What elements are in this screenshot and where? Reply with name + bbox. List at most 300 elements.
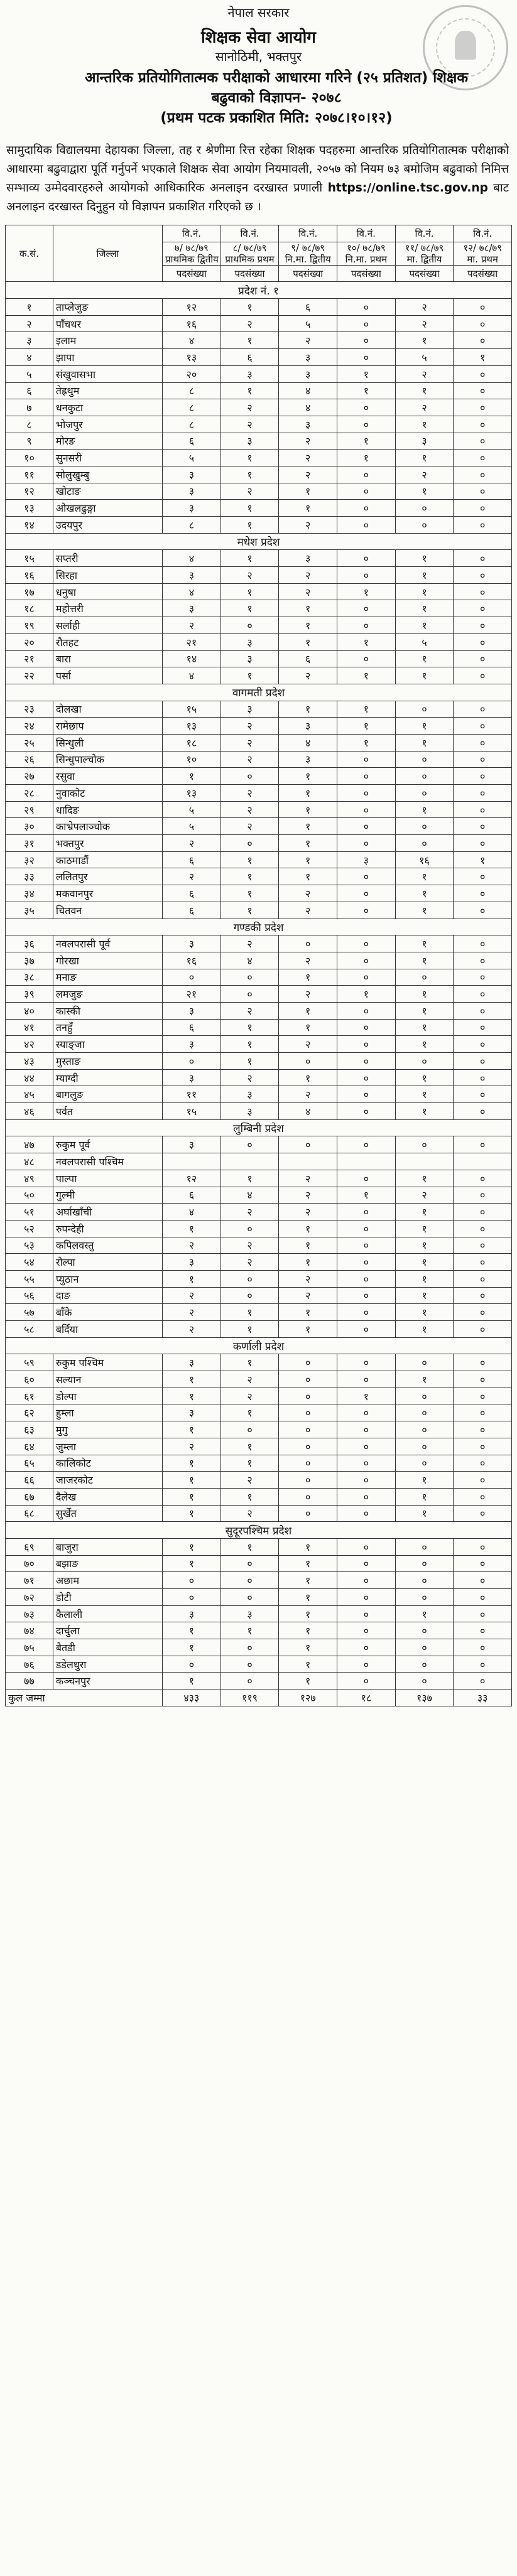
table-row [6, 1354, 512, 1371]
district-cell: पर्सा [53, 667, 162, 684]
vacancy-cell: ० [220, 1656, 279, 1673]
serial-cell: ५० [6, 1187, 53, 1204]
table-row [6, 1505, 512, 1522]
vacancy-cell: ० [337, 818, 396, 835]
vacancy-cell: ० [454, 1572, 512, 1589]
level-name: प्राथमिक प्रथम [225, 253, 275, 265]
district-cell: बारा [53, 650, 162, 667]
vacancy-cell: १ [337, 365, 396, 382]
district-cell: बाजुरा [53, 1538, 162, 1555]
serial-cell: ७७ [6, 1673, 53, 1689]
vacancy-cell: ० [454, 902, 512, 919]
district-cell: कालिकोट [53, 1455, 162, 1472]
district-cell: तेह्रथुम [53, 382, 162, 399]
vacancy-cell: ३ [279, 751, 337, 768]
district-cell: सिन्धुपाल्चोक [53, 751, 162, 768]
vacancy-cell: ० [454, 1421, 512, 1438]
vacancy-cell: ० [395, 1136, 454, 1153]
table-row [6, 567, 512, 584]
vacancy-cell: ० [279, 1505, 337, 1522]
district-cell: पर्वत [53, 1103, 162, 1120]
vacancy-cell: ३ [163, 1136, 221, 1153]
vacancy-cell: ० [454, 1170, 512, 1187]
vacancy-cell: १ [279, 835, 337, 852]
district-cell: बर्दिया [53, 1321, 162, 1338]
serial-cell: ६९ [6, 1538, 53, 1555]
vacancy-cell: २ [220, 1505, 279, 1522]
vacancy-cell: ० [337, 1036, 396, 1053]
vacancy-cell: १० [163, 751, 221, 768]
vacancy-cell: ३ [220, 650, 279, 667]
vacancy-cell: २ [279, 667, 337, 684]
vacancy-cell: ० [454, 1254, 512, 1271]
district-cell: संखुवासभा [53, 365, 162, 382]
vacancy-cell: ० [454, 1555, 512, 1572]
province-row [6, 684, 512, 701]
level-name: नि.मा. प्रथम [345, 253, 388, 265]
vacancy-cell: २ [220, 785, 279, 802]
serial-cell: ५९ [6, 1354, 53, 1371]
table-row [6, 701, 512, 718]
vacancy-cell: १ [220, 600, 279, 617]
level-name: नि.मा. द्वितीय [285, 253, 331, 265]
vacancy-cell: ० [220, 1555, 279, 1572]
vacancy-cell: १ [279, 969, 337, 986]
vacancy-cell: ३ [279, 349, 337, 366]
vacancy-cell: ६ [163, 433, 221, 450]
vacancy-cell: ० [454, 1287, 512, 1304]
vacancy-cell: २ [395, 466, 454, 483]
vacancy-cell: ३ [163, 1069, 221, 1086]
vacancy-cell: १ [395, 1472, 454, 1489]
vacancy-cell: २ [279, 1170, 337, 1187]
vacancy-cell: ६ [163, 885, 221, 902]
vacancy-cell: ० [454, 1237, 512, 1254]
vacancy-cell: १ [454, 349, 512, 366]
serial-cell: १३ [6, 500, 53, 517]
vacancy-cell: ० [337, 1354, 396, 1371]
vacancy-cell: ० [337, 868, 396, 885]
district-cell: प्युठान [53, 1270, 162, 1287]
adv-label: वि.नं. [454, 225, 512, 242]
district-cell: अछाम [53, 1572, 162, 1589]
vacancy-cell: २ [279, 885, 337, 902]
serial-cell: २९ [6, 801, 53, 818]
vacancy-cell: ० [395, 1555, 454, 1572]
table-row [6, 1187, 512, 1204]
serial-cell: १ [6, 299, 53, 316]
vacancy-cell: २ [279, 902, 337, 919]
table-row [6, 1656, 512, 1673]
vacancy-cell: ४ [163, 583, 221, 600]
vacancy-cell: ० [395, 1656, 454, 1673]
table-row [6, 650, 512, 667]
vacancy-cell: ० [454, 1472, 512, 1489]
vacancy-cell: २१ [163, 633, 221, 650]
vacancy-cell: ० [454, 1002, 512, 1019]
vacancy-cell: १ [220, 1321, 279, 1338]
serial-cell: ६५ [6, 1455, 53, 1472]
serial-cell: ४० [6, 1002, 53, 1019]
province-row [6, 1119, 512, 1136]
vacancy-cell: ३ [220, 1103, 279, 1120]
province-row [6, 1522, 512, 1539]
vacancy-cell: १ [220, 1036, 279, 1053]
vacancy-cell: ० [337, 751, 396, 768]
vacancy-cell: ० [337, 1287, 396, 1304]
vacancy-cell: ११ [163, 1086, 221, 1103]
vacancy-cell: २ [279, 1036, 337, 1053]
vacancy-cell: १ [220, 550, 279, 567]
vacancy-cell: ० [454, 885, 512, 902]
vacancy-cell: २ [279, 952, 337, 969]
vacancy-cell: १ [337, 1388, 396, 1404]
district-cell: काठमाडौं [53, 851, 162, 868]
vacancy-cell: २ [220, 751, 279, 768]
province-name: लुम्बिनी प्रदेश [6, 1119, 512, 1136]
serial-cell: ४ [6, 349, 53, 366]
vacancy-cell: ० [337, 1002, 396, 1019]
serial-cell: ३ [6, 332, 53, 349]
vacancy-cell: ० [337, 315, 396, 332]
table-row [6, 1589, 512, 1606]
vacancy-cell: ० [337, 517, 396, 534]
table-row [6, 500, 512, 517]
district-cell: रुकुम पश्चिम [53, 1354, 162, 1371]
vacancy-cell: १ [163, 1421, 221, 1438]
vacancy-cell: २ [279, 1204, 337, 1221]
vacancy-cell: ० [337, 1505, 396, 1522]
vacancy-cell: १ [395, 986, 454, 1003]
district-cell: गोरखा [53, 952, 162, 969]
vacancy-cell: ० [337, 1086, 396, 1103]
vacancy-cell: ० [337, 1455, 396, 1472]
vacancy-cell: ० [454, 1656, 512, 1673]
vacancy-cell: १ [220, 1019, 279, 1036]
serial-cell: १५ [6, 550, 53, 567]
vacancy-cell: ० [163, 969, 221, 986]
vacancy-cell: ० [220, 986, 279, 1003]
district-cell: ओखलढुङ्गा [53, 500, 162, 517]
serial-cell: ७६ [6, 1656, 53, 1673]
level-name: प्राथमिक द्वितीय [165, 253, 219, 265]
vacancy-cell: ० [395, 1673, 454, 1689]
vacancy-cell: ० [279, 1354, 337, 1371]
vacancy-cell: २ [163, 1304, 221, 1321]
vacancy-cell: ० [337, 416, 396, 433]
vacancy-cell: ० [337, 768, 396, 785]
district-cell: रोल्पा [53, 1254, 162, 1271]
vacancy-cell: ० [395, 1404, 454, 1421]
vacancy-cell: ० [454, 315, 512, 332]
vacancy-cell: ० [395, 1421, 454, 1438]
vacancy-cell: ० [279, 1438, 337, 1455]
table-row [6, 1153, 512, 1170]
table-row [6, 1254, 512, 1271]
vacancy-cell: ० [220, 1572, 279, 1589]
serial-cell: ६० [6, 1371, 53, 1388]
vacancy-cell: ० [454, 1053, 512, 1070]
district-cell: रौतहट [53, 633, 162, 650]
serial-cell: ४६ [6, 1103, 53, 1120]
serial-cell: २६ [6, 751, 53, 768]
vacancy-cell: ० [337, 935, 396, 952]
adv-number: ९/ ७८/७९ [291, 242, 325, 254]
vacancy-cell: १ [163, 1538, 221, 1555]
vacancy-cell: ३ [220, 1086, 279, 1103]
district-cell: उदयपुर [53, 517, 162, 534]
vacancy-cell: ० [454, 734, 512, 751]
vacancy-cell: १ [279, 633, 337, 650]
district-cell: धनकुटा [53, 399, 162, 416]
vacancy-cell: ० [337, 1555, 396, 1572]
table-body [6, 282, 512, 1689]
vacancy-cell: ० [454, 1220, 512, 1237]
vacancy-cell: ० [454, 1019, 512, 1036]
table-row [6, 399, 512, 416]
vacancy-cell: २१ [163, 986, 221, 1003]
vacancy-cell: १ [337, 1187, 396, 1204]
vacancy-cell: २ [163, 1237, 221, 1254]
serial-cell: ८ [6, 416, 53, 433]
vacancy-cell: ० [454, 1605, 512, 1622]
table-row [6, 1103, 512, 1120]
vacancy-cell: १ [337, 433, 396, 450]
total-value: १३७ [395, 1689, 454, 1706]
district-cell: काभ्रेपलाञ्चोक [53, 818, 162, 835]
vacancy-cell: १२ [163, 299, 221, 316]
vacancy-cell: ३ [279, 718, 337, 735]
total-label: कुल जम्मा [6, 1689, 163, 1706]
vacancy-cell: ६ [220, 349, 279, 366]
vacancy-cell: ० [454, 299, 512, 316]
province-name: गण्डकी प्रदेश [6, 919, 512, 935]
vacancy-cell: ० [279, 1488, 337, 1505]
table-row [6, 382, 512, 399]
total-value: १८ [337, 1689, 396, 1706]
vacancy-cell: १ [395, 450, 454, 466]
serial-cell: ४३ [6, 1053, 53, 1070]
vacancy-cell: २० [163, 365, 221, 382]
vacancy-cell: १ [337, 701, 396, 718]
vacancy-cell: ६ [279, 650, 337, 667]
vacancy-cell: ० [220, 768, 279, 785]
unit-label: पदसंख्या [395, 265, 454, 282]
vacancy-cell: ६ [163, 902, 221, 919]
vacancy-cell: ० [454, 1069, 512, 1086]
vacancy-cell: ० [337, 1438, 396, 1455]
serial-cell: ३० [6, 818, 53, 835]
vacancy-cell: ३ [163, 1404, 221, 1421]
vacancy-cell: २ [220, 1388, 279, 1404]
table-row [6, 902, 512, 919]
vacancy-cell: ८ [163, 517, 221, 534]
table-row [6, 1605, 512, 1622]
vacancy-cell: ० [279, 1136, 337, 1153]
vacancy-cell: २ [395, 365, 454, 382]
vacancy-cell: ० [337, 1404, 396, 1421]
unit-label: पदसंख्या [220, 265, 279, 282]
vacancy-cell: २ [220, 416, 279, 433]
vacancy-cell: १ [395, 667, 454, 684]
district-cell: दैलेख [53, 1488, 162, 1505]
vacancy-cell: १ [220, 450, 279, 466]
table-row [6, 416, 512, 433]
vacancy-cell: ० [220, 969, 279, 986]
vacancy-cell: ० [454, 1086, 512, 1103]
vacancy-cell: १ [395, 1204, 454, 1221]
vacancy-cell: ० [454, 785, 512, 802]
vacancy-cell: ० [337, 600, 396, 617]
vacancy-cell: २ [279, 986, 337, 1003]
table-row [6, 1488, 512, 1505]
serial-cell: २४ [6, 718, 53, 735]
vacancy-cell: १ [279, 1572, 337, 1589]
vacancy-cell: ० [337, 1204, 396, 1221]
level-header [337, 242, 396, 265]
vacancy-cell: १ [395, 868, 454, 885]
vacancy-cell: ३ [163, 935, 221, 952]
district-cell: पाल्पा [53, 1170, 162, 1187]
vacancy-cell: ० [279, 1421, 337, 1438]
table-row [6, 1472, 512, 1489]
vacancy-cell: १ [395, 1254, 454, 1271]
vacancy-cell: ६ [279, 299, 337, 316]
district-cell: कैलाली [53, 1605, 162, 1622]
vacancy-cell: ० [454, 1270, 512, 1287]
vacancy-cell: ० [454, 583, 512, 600]
vacancy-cell: ३ [220, 633, 279, 650]
vacancy-cell: २ [220, 818, 279, 835]
table-row [6, 1555, 512, 1572]
vacancy-cell: ० [395, 969, 454, 986]
vacancy-cell: ० [163, 1572, 221, 1589]
adv-label: वि.नं. [163, 225, 221, 242]
serial-cell: २१ [6, 650, 53, 667]
vacancy-cell: १ [395, 885, 454, 902]
vacancy-cell: ३ [163, 1254, 221, 1271]
level-header [220, 242, 279, 265]
vacancy-cell: १ [279, 1321, 337, 1338]
notice-body [6, 141, 509, 217]
district-cell: बागलुङ [53, 1086, 162, 1103]
vacancy-cell: १४ [163, 650, 221, 667]
vacancy-cell: ० [454, 952, 512, 969]
table-row [6, 1673, 512, 1689]
vacancy-cell: १ [395, 1505, 454, 1522]
table-row [6, 1237, 512, 1254]
vacancy-cell: २ [163, 1321, 221, 1338]
vacancy-cell [454, 1153, 512, 1170]
serial-cell: ६३ [6, 1421, 53, 1438]
district-cell: जुम्ला [53, 1438, 162, 1455]
vacancy-cell: ० [279, 1388, 337, 1404]
vacancy-cell: ० [337, 332, 396, 349]
vacancy-cell: ३ [395, 433, 454, 450]
unit-label: पदसंख्या [454, 265, 512, 282]
serial-cell: २३ [6, 701, 53, 718]
vacancy-cell: १३ [163, 785, 221, 802]
district-cell: सिन्धुली [53, 734, 162, 751]
vacancy-cell: ० [337, 835, 396, 852]
district-cell: ताप्लेजुङ [53, 299, 162, 316]
vacancy-cell: १ [395, 1103, 454, 1120]
vacancy-cell: ० [454, 1136, 512, 1153]
vacancy-cell: १ [395, 550, 454, 567]
district-cell: लमजुङ [53, 986, 162, 1003]
vacancy-cell: ५ [163, 450, 221, 466]
district-cell: हुम्ला [53, 1404, 162, 1421]
district-cell: कास्की [53, 1002, 162, 1019]
table-row [6, 1170, 512, 1187]
vacancy-cell: १ [279, 818, 337, 835]
table-row [6, 433, 512, 450]
vacancy-cell: १ [395, 1287, 454, 1304]
vacancy-cell: ० [395, 1589, 454, 1606]
vacancy-cell: ० [454, 365, 512, 382]
vacancy-cell: १ [395, 600, 454, 617]
vacancy-cell: २ [220, 1002, 279, 1019]
vacancy-cell: ४ [220, 1187, 279, 1204]
vacancy-cell: ० [337, 1103, 396, 1120]
application-url-link[interactable]: https://online.tsc.gov.np [327, 181, 488, 195]
vacancy-cell: ६ [163, 1019, 221, 1036]
vacancy-cell: ० [454, 567, 512, 584]
vacancy-cell: १ [395, 1002, 454, 1019]
vacancy-cell: ३ [163, 1036, 221, 1053]
vacancy-cell: ५ [163, 818, 221, 835]
table-row [6, 583, 512, 600]
district-cell: नुवाकोट [53, 785, 162, 802]
vacancy-cell: १ [279, 600, 337, 617]
vacancy-cell: ० [454, 868, 512, 885]
district-cell: डोल्पा [53, 1388, 162, 1404]
table-row [6, 801, 512, 818]
district-cell: म्याग्दी [53, 1069, 162, 1086]
vacancy-cell: १ [395, 902, 454, 919]
table-row [6, 1538, 512, 1555]
table-row [6, 1270, 512, 1287]
table-row [6, 1204, 512, 1221]
total-value: १२७ [279, 1689, 337, 1706]
vacancy-cell: ० [337, 1019, 396, 1036]
vacancy-cell: १ [220, 500, 279, 517]
vacancy-cell: १ [220, 667, 279, 684]
district-cell: चितवन [53, 902, 162, 919]
vacancy-cell: २ [220, 1254, 279, 1271]
district-cell: नवलपरासी पश्चिम [53, 1153, 162, 1170]
district-cell: डडेलधुरा [53, 1656, 162, 1673]
unit-label: पदसंख्या [163, 265, 221, 282]
vacancy-cell: १ [395, 567, 454, 584]
serial-cell: ७ [6, 399, 53, 416]
table-row [6, 1572, 512, 1589]
vacancy-cell: ३ [163, 1002, 221, 1019]
vacancy-cell: ० [337, 650, 396, 667]
notice-title [57, 68, 496, 128]
body-tail: बाट अनलाइन दरखास्त दिनुहुन यो विज्ञापन प्रकाशित गरिएको छ । [6, 181, 509, 213]
table-row [6, 1069, 512, 1086]
vacancy-cell: १ [454, 851, 512, 868]
vacancy-cell: २ [279, 1287, 337, 1304]
vacancy-cell: ० [454, 382, 512, 399]
vacancy-cell: १ [279, 1605, 337, 1622]
district-cell: बाँके [53, 1304, 162, 1321]
vacancy-cell: ० [395, 751, 454, 768]
serial-cell: ५६ [6, 1287, 53, 1304]
vacancy-cell: १ [279, 868, 337, 885]
adv-number: ११/ ७८/७९ [405, 242, 444, 254]
